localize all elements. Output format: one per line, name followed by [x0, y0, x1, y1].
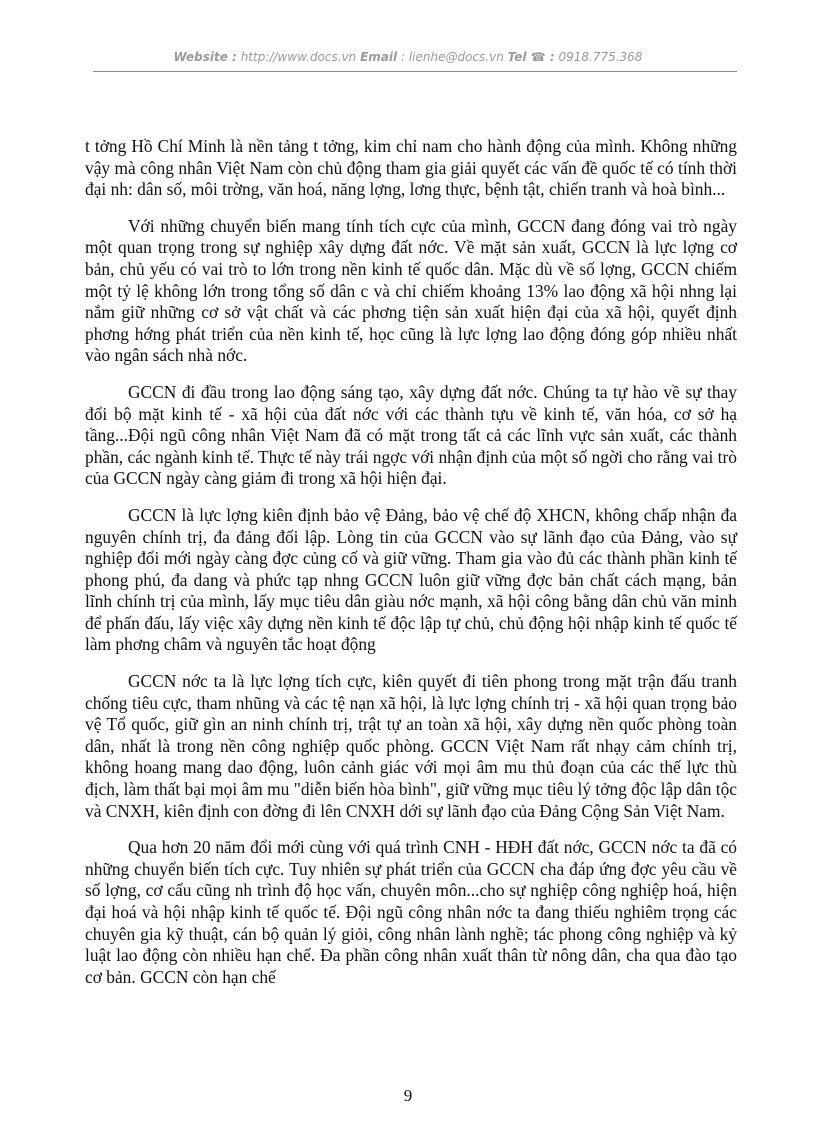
tel-label: Tel ☎ : — [507, 50, 555, 64]
paragraph: GCCN nớc ta là lực lợng tích cực, kiên quyết đi tiên phong trong mặt trận đấu tranh chống tiêu cực, tham nhũng và các tệ nạn xã hội, là lực lợng chính trị - xã hội quan trọng bảo vệ Tổ quốc, giữ gìn an ninh chính trị, trật tự an toàn xã hội, xây dựng nền quốc phòng toàn dân, nhất là trong nền công nghiệp quốc phòng. GCCN Việt Nam rất nhạy cảm chính trị, không hoang mang dao động, luôn cảnh giác với mọi âm mu thủ đoạn của các thế lực thù địch, làm thất bại mọi âm mu "diễn biến hòa bình", giữ vững mục tiêu lý tởng độc lập dân tộc và CNXH, kiên định con đờng đi lên CNXH dới sự lãnh đạo của Đảng Cộng Sản Việt Nam. — [85, 671, 737, 821]
email-value: : lienhe@docs.vn — [400, 50, 504, 64]
paragraph: Qua hơn 20 năm đổi mới cùng với quá trình CNH - HĐH đất nớc, GCCN nớc ta đã có những chuyển biến tích cực. Tuy nhiên sự phát triển của GCCN cha đáp ứng đợc yêu cầu về số lợng, cơ cấu cũng nh trình độ học vấn, chuyên môn...cho sự nghiệp công nghiệp hoá, hiện đại hoá và hội nhập kinh tế quốc tế. Đội ngũ công nhân nớc ta đang thiếu nghiêm trọng các chuyên gia kỹ thuật, cán bộ quản lý giỏi, công nhân lành nghề; tác phong công nghiệp và kỷ luật lao động còn nhiều hạn chế. Đa phần công nhân xuất thân từ nông dân, cha qua đào tạo cơ bản. GCCN còn hạn chế — [85, 837, 737, 987]
website-label: Website : — [173, 50, 237, 64]
header-divider — [93, 71, 737, 72]
tel-value: 0918.775.368 — [558, 50, 643, 64]
paragraph: GCCN đi đầu trong lao động sáng tạo, xây dựng đất nớc. Chúng ta tự hào về sự thay đổi bộ mặt kinh tế - xã hội của đất nớc với các thành tựu về kinh tế, văn hóa, cơ sở hạ tầng...Đội ngũ công nhân Việt Nam đã có mặt trong tất cả các lĩnh vực sản xuất, các thành phần, các ngành kinh tế. Thực tế này trái ngợc với nhận định của một số ngời cho rằng vai trò của GCCN ngày càng giảm đi trong xã hội hiện đại. — [85, 381, 737, 489]
paragraph: GCCN là lực lợng kiên định bảo vệ Đảng, bảo vệ chế độ XHCN, không chấp nhận đa nguyên chính trị, đa đảng đối lập. Lòng tin của GCCN vào sự lãnh đạo của Đảng, vào sự nghiệp đổi mới ngày càng đợc củng cố và giữ vững. Tham gia vào đủ các thành phần kinh tế phong phú, đa dang và phức tạp nhng GCCN luôn giữ vững đợc bản chất cách mạng, bản lĩnh chính trị của mình, lấy mục tiêu dân giàu nớc mạnh, xã hội công bằng dân chủ văn minh để phấn đấu, lấy việc xây dựng nền kinh tế độc lập tự chủ, chủ động hội nhập kinh tế quốc tế làm phơng châm và nguyên tắc hoạt động — [85, 504, 737, 655]
page-header — [0, 50, 816, 64]
website-url: http://www.docs.vn — [240, 50, 357, 64]
page-number: 9 — [403, 1086, 413, 1105]
paragraph: Với những chuyển biến mang tính tích cực của mình, GCCN đang đóng vai trò ngày một quan trọng trong sự nghiệp xây dựng đất nớc. Về mặt sản xuất, GCCN là lực lợng cơ bản, chủ yếu có vai trò to lớn trong nền kinh tế quốc dân. Mặc dù về số lợng, GCCN chiếm một tỷ lệ không lớn trong tổng số dân c và chỉ chiếm khoảng 13% lao động xã hội nhng lại nắm giữ những cơ sở vật chất và các phơng tiện sản xuất hiện đại của xã hội, quyết định phơng hớng phát triển của nền kinh tế, học cũng là lực lợng lao động đóng góp nhiều nhất vào ngân sách nhà nớc. — [85, 215, 737, 366]
paragraph: t tởng Hồ Chí Minh là nền tảng t tởng, kim chỉ nam cho hành động của mình. Không những vậy mà công nhân Việt Nam còn chủ động tham gia giải quyết các vấn đề quốc tế có tính thời đại nh: dân số, môi trờng, văn hoá, năng lợng, lơng thực, bệnh tật, chiến tranh và hoà bình... — [85, 136, 737, 200]
email-label: Email — [360, 50, 398, 64]
document-body — [85, 136, 737, 1003]
